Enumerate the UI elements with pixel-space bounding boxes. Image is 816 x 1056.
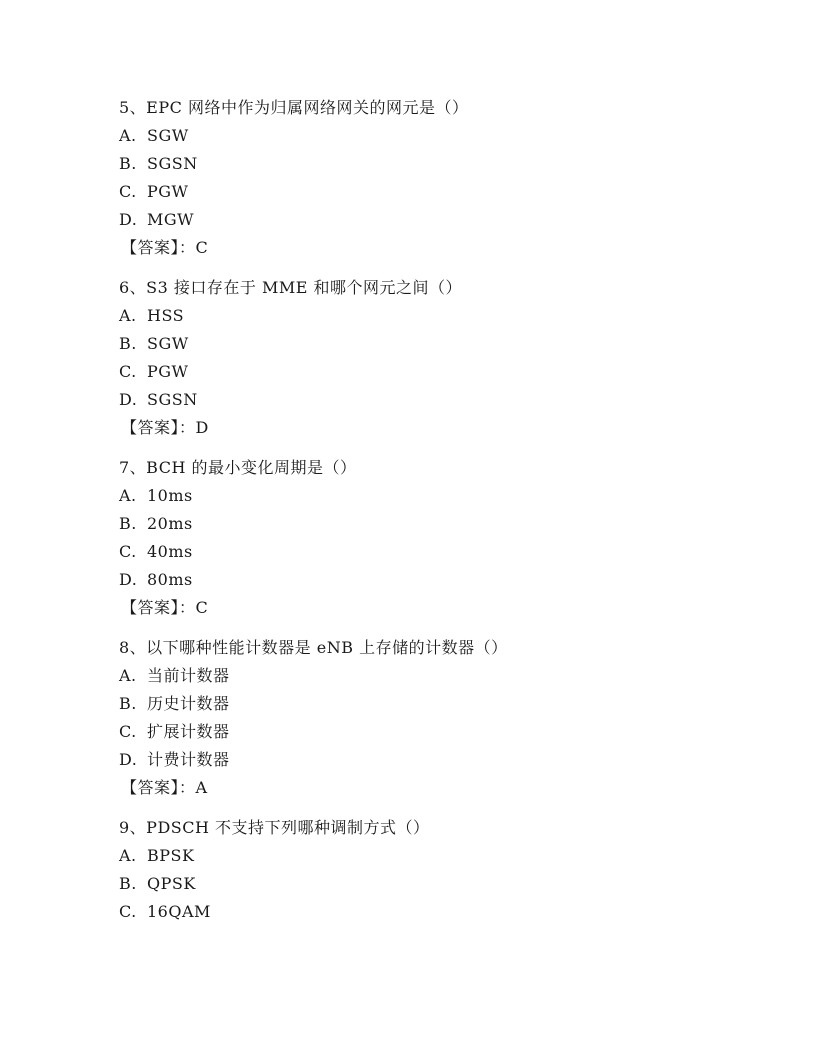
option-text: PGW [147,362,189,381]
option-letter: B. [119,154,137,173]
option-d [119,386,759,414]
option-letter: A. [119,486,137,505]
option-c [119,358,759,386]
option-a [119,842,759,870]
option-letter: D. [119,390,138,409]
question-stem: 7、BCH 的最小变化周期是（） [119,458,357,477]
option-letter: D. [119,570,138,589]
option-letter: C. [119,182,137,201]
option-letter: A. [119,306,137,325]
option-letter: A. [119,666,137,685]
option-text: QPSK [147,874,196,893]
option-text: PGW [147,182,189,201]
option-letter: D. [119,210,138,229]
option-letter: B. [119,514,137,533]
option-text: 扩展计数器 [147,722,230,741]
question-stem: 8、以下哪种性能计数器是 eNB 上存储的计数器（） [119,638,508,657]
option-text: 10ms [147,486,193,505]
option-letter: C. [119,722,137,741]
option-c [119,718,759,746]
option-letter: D. [119,750,138,769]
option-text: 40ms [147,542,193,561]
option-text: SGSN [147,390,198,409]
option-d [119,206,759,234]
option-b [119,690,759,718]
option-letter: B. [119,694,137,713]
question-9 [119,814,759,926]
option-c [119,538,759,566]
question-stem: 5、EPC 网络中作为归属网络网关的网元是（） [119,98,469,117]
question-stem: 9、PDSCH 不支持下列哪种调制方式（） [119,818,430,837]
option-a [119,662,759,690]
option-a [119,302,759,330]
option-letter: C. [119,362,137,381]
question-list [119,94,759,938]
option-letter: C. [119,542,137,561]
option-text: 80ms [147,570,193,589]
option-b [119,870,759,898]
option-c [119,898,759,926]
option-letter: A. [119,846,137,865]
option-b [119,330,759,358]
option-text: SGSN [147,154,198,173]
option-a [119,482,759,510]
option-letter: B. [119,334,137,353]
option-letter: C. [119,902,137,921]
option-c [119,178,759,206]
option-text: 16QAM [147,902,211,921]
option-d [119,746,759,774]
option-text: 当前计数器 [147,666,230,685]
option-text: SGW [147,334,189,353]
answer-line: 【答案】：A [121,778,208,797]
answer-line: 【答案】：C [121,598,209,617]
option-text: SGW [147,126,189,145]
option-text: HSS [147,306,185,325]
option-text: MGW [147,210,195,229]
answer-line: 【答案】：D [121,418,209,437]
option-a [119,122,759,150]
answer-line: 【答案】：C [121,238,209,257]
question-8 [119,634,759,802]
option-d [119,566,759,594]
option-b [119,150,759,178]
question-6 [119,274,759,442]
option-text: 历史计数器 [147,694,230,713]
option-b [119,510,759,538]
option-letter: A. [119,126,137,145]
question-7 [119,454,759,622]
option-letter: B. [119,874,137,893]
option-text: 20ms [147,514,193,533]
option-text: 计费计数器 [147,750,230,769]
question-stem: 6、S3 接口存在于 MME 和哪个网元之间（） [119,278,463,297]
question-5 [119,94,759,262]
option-text: BPSK [147,846,195,865]
